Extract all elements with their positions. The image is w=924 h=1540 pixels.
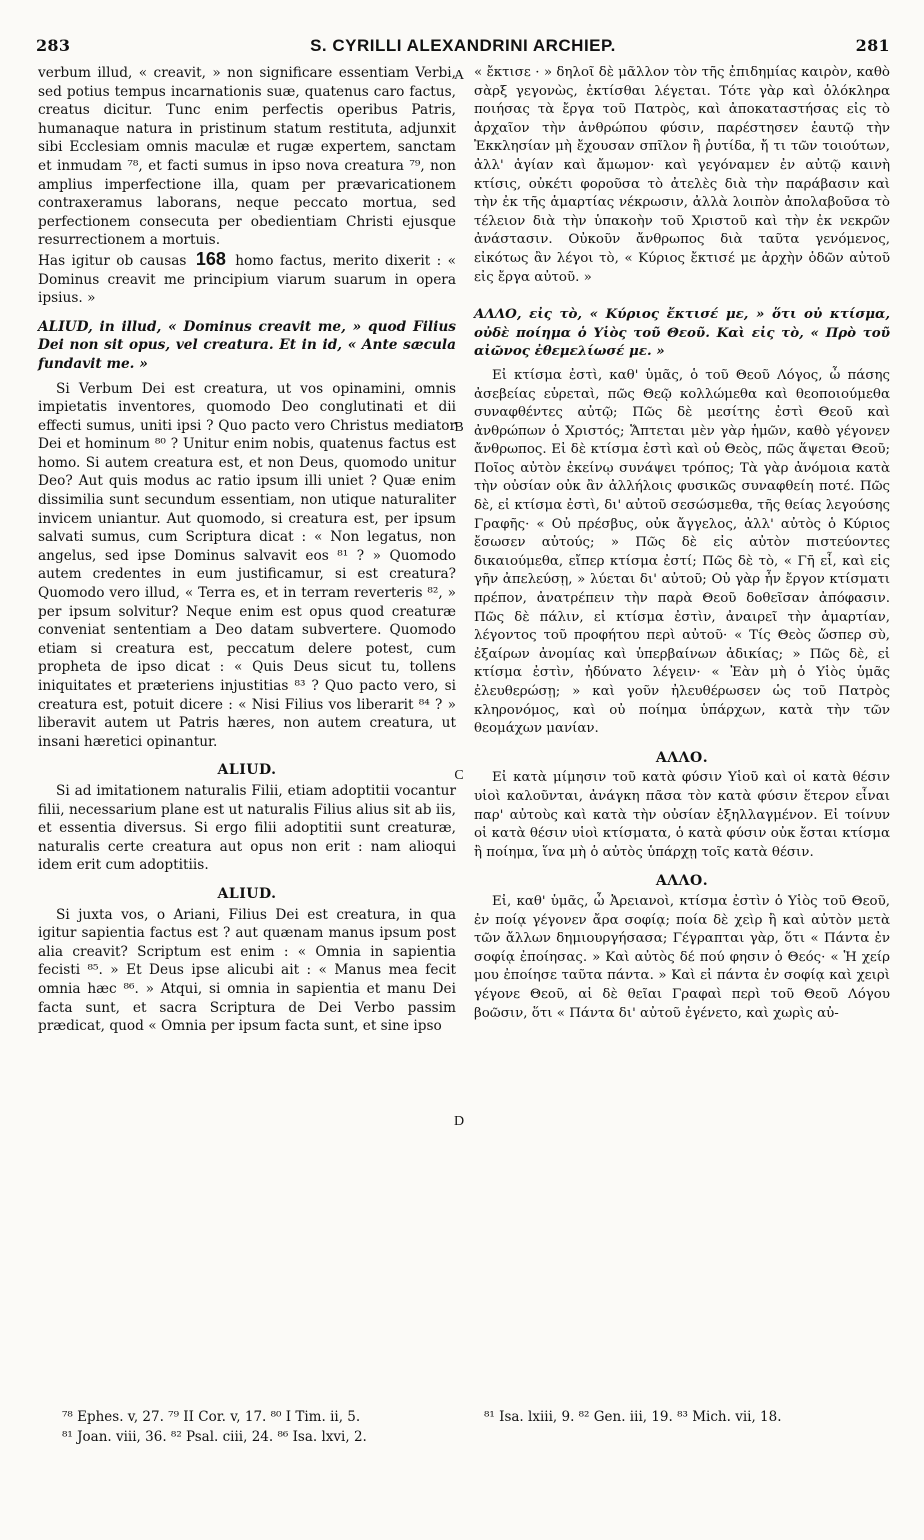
greek-section-title-3: ΑΛΛΟ. <box>655 873 709 890</box>
footnote-left-line-1: ⁷⁸ Ephes. v, 27. ⁷⁹ II Cor. v, 17. ⁸⁰ I Tim. ii, 5. <box>62 1409 361 1425</box>
column-marker-c: C <box>454 768 464 783</box>
column-marker-b: B <box>454 420 464 435</box>
left-page-number: 283 <box>36 36 71 55</box>
latin-paragraph-4: Si juxta vos, o Ariani, Filius Dei est creatura, in qua igitur sapientia factus est ? aut quænam manus ipsum post alia creavit? Scriptum est enim : « Omnia in sapientia fecisti ⁸⁵. » Et Deus ipse alicubi ait : « Manus mea fecit omnia hæc ⁸⁶. » Atqui, si omnia in sapientia et manu Dei facta sunt, et sacra Scriptura de Dei Verbo passim prædicat, quod « Omnia per ipsum facta sunt, et sine ipso <box>38 906 456 1035</box>
latin-section-title-2: ALIUD. <box>217 762 277 779</box>
right-page-number: 281 <box>855 36 890 55</box>
greek-section-title-2: ΑΛΛΟ. <box>655 749 709 766</box>
latin-paragraph-1b <box>38 250 456 308</box>
greek-paragraph-3: Εἰ κατὰ μίμησιν τοῦ κατὰ φύσιν Υἱοῦ καὶ οἱ κατὰ θέσιν υἱοὶ καλοῦνται, ἀνάγκη πᾶσα τὸν κατὰ φύσιν ἕτερον εἶναι παρ' αὐτοὺς καὶ κατὰ τὴν οὐσίαν ἐξηλλαγμένον. Εἰ τοίνυν οἱ κατὰ θέσιν υἱοὶ κτίσματα, ὁ κατὰ φύσιν οὐκ ἔσται κτίσμα ἢ ποίημα, ἵνα μὴ ὁ αὐτὸς ὑπάρχῃ τοῖς κατὰ θέσιν. <box>474 770 890 860</box>
running-title: S. CYRILLI ALEXANDRINI ARCHIEP. <box>310 36 616 55</box>
greek-paragraph-2: Εἰ κτίσμα ἐστὶ, καθ' ὑμᾶς, ὁ τοῦ Θεοῦ Λόγος, ὦ πάσης ἀσεβείας εὑρεταὶ, πῶς Θεῷ κολλώμεθα καὶ θεοποιούμεθα συναφθέντες αὐτῷ; Πῶς δὲ μεσίτης ἐστὶ Θεοῦ καὶ ἀνθρώπων ὁ Χριστός; Ἅπτεται μὲν γὰρ ἡμῶν, καθὸ γέγονεν ἄνθρωπος. Εἰ δὲ κτίσμα ἐστὶ καὶ οὐ Θεὸς, πῶς ἅψεται Θεοῦ; Ποῖος αὐτὸν ἐκείνῳ συνάψει τρόπος; Τὰ γὰρ ἀνόμοια κατὰ τὴν οὐσίαν οὐκ ἂν ἀλλήλοις φυσικῶς συναφθείη ποτέ. Πῶς δὲ, εἰ κτίσμα ἐστὶ, δι' αὐτοῦ σεσώσμεθα, τῆς θείας λεγούσης Γραφῆς· « Οὐ πρέσβυς, οὐκ ἄγγελος, ἀλλ' αὐτὸς ὁ Κύριος ἔσωσεν αὐτούς; » Πῶς δὲ εἰς αὐτὸν πιστεύοντες δικαιούμεθα, εἴπερ κτίσμα ἐστί; Πῶς δὲ τὸ, « Γῆ εἶ, καὶ εἰς γῆν ἀπελεύσῃ, » λύεται δι' αὐτοῦ; Οὐ γὰρ ἦν ἔργον κτίσματι πρέπον, ἀνατρέπειν τὴν παρὰ Θεοῦ δοθεῖσαν ἀπόφασιν. Πῶς δὲ πάλιν, εἰ κτίσμα ἐστὶν, ἀναιρεῖ τὴν ἁμαρτίαν, λέγοντος τοῦ προφήτου περὶ αὐτοῦ· « Τίς Θεὸς ὥσπερ σὺ, ἐξαίρων ἀνομίας καὶ ὑπερβαίνων ἀδικίας; » Πῶς δὲ, εἰ κτίσμα ἐστὶν, ἠδύνατο λέγειν· « Ἐὰν μὴ ὁ Υἱὸς ὑμᾶς ἐλευθερώσῃ; » καὶ γοῦν ἠλευθέρωσεν ὡς τοῦ Πατρὸς κληρονόμος, καὶ οὐ ποίημα ὑπάρχων, κατὰ τὴν τῶν θεομάχων μανίαν. <box>474 367 890 737</box>
latin-paragraph-1: verbum illud, « creavit, » non significare essentiam Verbi, sed potius tempus incarnationis suæ, quatenus caro factus, creatus dicitur. Tunc enim perfectis operibus Patris, humanaque natura in pristinum statum restituta, adjunxit sibi Ecclesiam omnis maculæ et rugæ expertem, sanctam et inmudam ⁷⁸, et facti sumus in ipso nova creatura ⁷⁹, non amplius imperfectione illa, quam per prævaricationem contraxeramus laborans, neque peccato mortua, sed perfectionem consecuta per obedientiam Christi ejusque resurrectionem a mortuis. <box>38 65 456 249</box>
latin-section-heading-1: ALIUD, in illud, « Dominus creavit me, » quod Filius Dei non sit opus, vel creatura. Et in id, « Ante sæcula fundavit me. » <box>38 318 456 372</box>
latin-paragraph-2: Si Verbum Dei est creatura, ut vos opinamini, omnis impietatis inventores, quomodo Deo conglutinati et dii effecti sumus, uniti ipsi ? Quo pacto vero Christus mediator Dei et hominum ⁸⁰ ? Unitur enim nobis, quatenus factus est homo. Si autem creatura est, et non Deus, quomodo unitur Deo? Aut quis modus ac ratio ipsum illi uniet ? Quæ enim dissimilia sunt secundum essentiam, non utique naturaliter invicem uniantur. Aut quomodo, si creatura est, per ipsum salvati sumus, cum Scriptura dicat : « Non legatus, non angelus, sed ipse Dominus salvavit eos ⁸¹ ? » Quomodo autem credentes in eum justificamur, si est creatura? Quomodo vero illud, « Terra es, et in terram reverteris ⁸², » per ipsum solvitur? Neque enim est opus quod creaturæ conveniat sententiam a Deo datam subvertere. Quomodo etiam si creatura est, peccatum delere potest, cum propheta de ipso dicat : « Quis Deus sicut tu, tollens iniquitates et præteriens injustitias ⁸³ ? Quo pacto vero, si creatura est, potuit dicere : « Nisi Filius vos liberarit ⁸⁴ ? » liberavit autem ut Patris hæres, non autem creatura, ut insani hæretici opinantur. <box>38 380 456 750</box>
greek-column <box>474 64 890 1023</box>
greek-paragraph-1: « ἔκτισε · » δηλοῖ δὲ μᾶλλον τὸν τῆς ἐπιδημίας καιρὸν, καθὸ σὰρξ γεγονὼς, ἐκτίσθαι λέγεται. Τότε γὰρ καὶ ὁλόκληρα ποιήσας τὰ ἔργα τοῦ Πατρὸς, καὶ ἀποκαταστήσας εἰς τὸ ἀρχαῖον τὴν ἀνθρώπου φύσιν, παρέστησεν ἑαυτῷ τὴν Ἐκκλησίαν μὴ ἔχουσαν σπῖλον ἢ ῥυτίδα, ἤ τι τῶν τοιούτων, ἀλλ' ἁγίαν καὶ ἄμωμον· καὶ γεγόναμεν ἐν αὐτῷ καινὴ κτίσις, οὐκέτι φοροῦσα τὸ ἀτελὲς διὰ τὴν παράβασιν καὶ τὴν ἐκ τῆς ἁμαρτίας νέκρωσιν, ἀλλὰ λοιπὸν ἀπολαβοῦσα τὸ τέλειον διὰ τὴν ὑπακοὴν τοῦ Χριστοῦ καὶ τὴν ἐκ νεκρῶν ἀνάστασιν. Οὐκοῦν ἄνθρωπος διὰ ταῦτα γενόμενος, εἰκότως ἂν λέγοι τὸ, « Κύριος ἔκτισέ με ἀρχὴν ὁδῶν αὐτοῦ εἰς ἔργα αὐτοῦ. » <box>474 65 890 285</box>
latin-section-title-3: ALIUD. <box>217 885 277 902</box>
column-marker-d: D <box>453 1114 465 1129</box>
column-number: 168 <box>195 248 226 269</box>
column-marker-a: A <box>453 68 465 83</box>
page-header <box>36 36 890 62</box>
latin-paragraph-1b-pre: Has igitur ob causas <box>38 252 187 269</box>
latin-paragraph-3: Si ad imitationem naturalis Filii, etiam adoptitii vocantur filii, necessarium plane est ut naturalis Filius alius sit ab iis, et essentia diversus. Si ergo filii adoptitii sunt creaturæ, naturalis certe creatura aut opus non erit : nam alioqui idem erit cum adoptitiis. <box>38 782 456 874</box>
latin-paragraph-1b-post: homo factus, merito dixerit : « Dominus creavit me principium viarum suarum in opera ipsius. » <box>38 252 457 307</box>
greek-section-heading-1: ΑΛΛΟ, εἰς τὸ, « Κύριος ἔκτισέ με, » ὅτι οὐ κτίσμα, οὐδὲ ποίημα ὁ Υἱὸς τοῦ Θεοῦ. Καὶ εἰς τὸ, « Πρὸ τοῦ αἰῶνος ἐθεμελίωσέ με. » <box>474 306 890 360</box>
latin-column <box>38 64 456 1036</box>
footnote-right-line-1: ⁸¹ Isa. lxiii, 9. ⁸² Gen. iii, 19. ⁸³ Mich. vii, 18. <box>484 1409 782 1425</box>
greek-paragraph-4: Εἰ, καθ' ὑμᾶς, ὦ Ἀρειανοὶ, κτίσμα ἐστὶν ὁ Υἱὸς τοῦ Θεοῦ, ἐν ποίᾳ γέγονεν ἄρα σοφίᾳ; ποία δὲ χεὶρ ἢ καὶ αὐτὸν μετὰ τῶν ἄλλων δημιουργήσασα; Γέγραπται γὰρ, ὅτι « Πάντα ἐν σοφίᾳ ἐποίησας. » Καὶ αὐτὸς δέ πού φησιν ὁ Θεός· « Ἡ χείρ μου ἐποίησε ταῦτα πάντα. » Καὶ εἰ πάντα ἐν σοφίᾳ καὶ χειρὶ γέγονε Θεοῦ, αἱ δὲ θεῖαι Γραφαὶ περὶ τοῦ Θεοῦ Λόγου βοῶσιν, ὅτι « Πάντα δι' αὐτοῦ ἐγένετο, καὶ χωρὶς αὐ- <box>474 893 890 1021</box>
footnote-left-line-2: ⁸¹ Joan. viii, 36. ⁸² Psal. ciii, 24. ⁸⁶ Isa. lxvi, 2. <box>62 1429 367 1445</box>
